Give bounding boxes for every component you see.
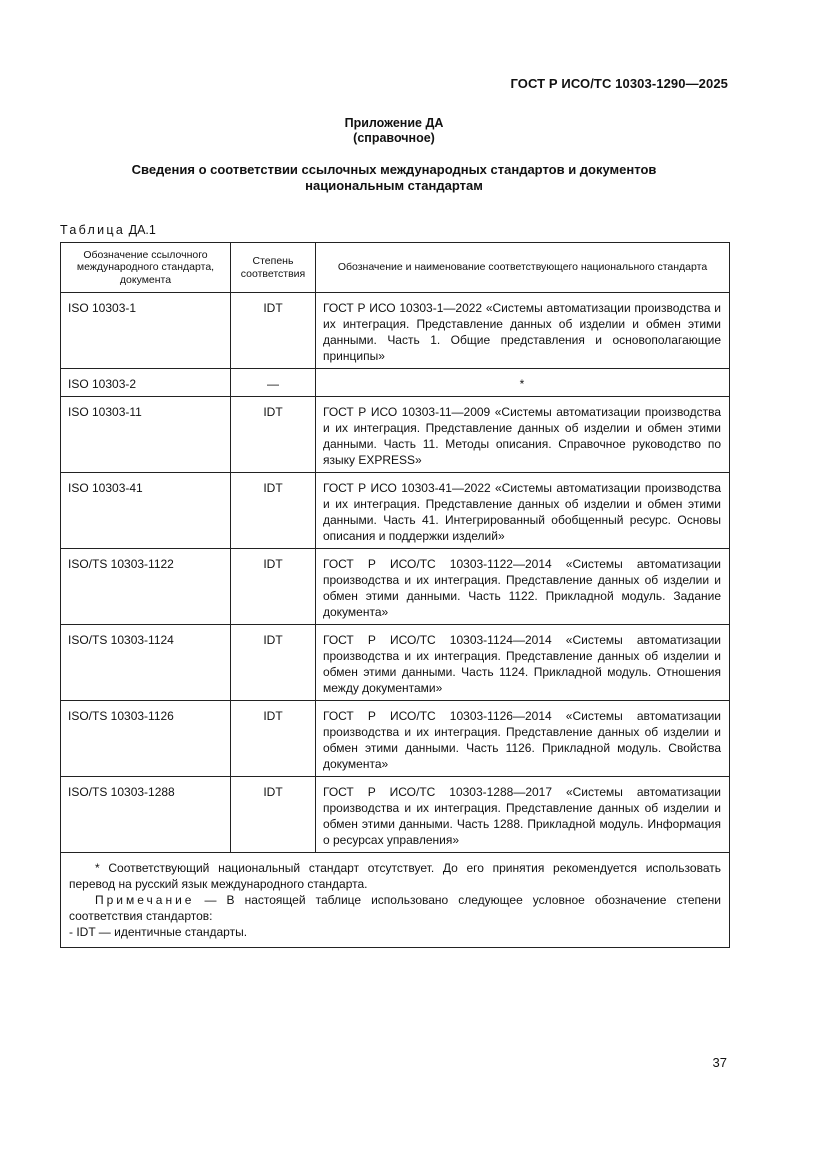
national-standard-cell: ГОСТ Р ИСО/ТС 10303-1126—2014 «Системы автоматизации производства и их интеграция. Представление данных об изделии и обмен этими данными. Часть 1126. Прикладной модуль. Свойства документа»: [316, 701, 730, 777]
national-standard-cell: *: [316, 369, 730, 397]
table-caption-word: Таблица: [60, 223, 126, 237]
intl-standard-cell: ISO/TS 10303-1288: [61, 777, 231, 853]
table-row: [61, 549, 730, 625]
national-standard-cell: ГОСТ Р ИСО/ТС 10303-1288—2017 «Системы автоматизации производства и их интеграция. Представление данных об изделии и обмен этими данными. Часть 1288. Прикладной модуль. Информация о ресурсах управления»: [316, 777, 730, 853]
appendix-subtitle: (справочное): [353, 131, 435, 145]
table-notes-row: [61, 853, 730, 948]
degree-cell: IDT: [231, 293, 316, 369]
degree-cell: IDT: [231, 777, 316, 853]
table-row: [61, 701, 730, 777]
national-standard-cell: ГОСТ Р ИСО 10303-11—2009 «Системы автоматизации производства и их интеграция. Представление данных об изделии и обмен этими данными. Часть 11. Методы описания. Справочное руководство по языку EXPRESS»: [316, 397, 730, 473]
degree-cell: —: [231, 369, 316, 397]
table-header-row: [61, 243, 730, 293]
intl-standard-cell: ISO 10303-41: [61, 473, 231, 549]
intl-standard-cell: ISO/TS 10303-1122: [61, 549, 231, 625]
degree-cell: IDT: [231, 625, 316, 701]
degree-cell: IDT: [231, 397, 316, 473]
column-header-national: Обозначение и наименование соответствующего национального стандарта: [316, 243, 730, 293]
intl-standard-cell: ISO 10303-2: [61, 369, 231, 397]
table-row: [61, 397, 730, 473]
note-label: Примечание: [95, 893, 195, 907]
appendix-heading: [0, 116, 788, 146]
national-standard-cell: ГОСТ Р ИСО 10303-1—2022 «Системы автоматизации производства и их интеграция. Представление данных об изделии и обмен этими данными. Часть 1. Общие представления и основополагающие принципы»: [316, 293, 730, 369]
section-title: [0, 162, 788, 194]
degree-cell: IDT: [231, 701, 316, 777]
table-caption: [60, 223, 156, 237]
national-standard-cell: ГОСТ Р ИСО/ТС 10303-1124—2014 «Системы автоматизации производства и их интеграция. Представление данных об изделии и обмен этими данными. Часть 1124. Прикладной модуль. Отношения между документами»: [316, 625, 730, 701]
correspondence-table: [60, 242, 730, 948]
table-row: [61, 369, 730, 397]
table-caption-id: ДА.1: [128, 223, 156, 237]
table-note: [69, 892, 721, 924]
degree-cell: IDT: [231, 549, 316, 625]
note-item: - IDT — идентичные стандарты.: [69, 925, 248, 939]
national-standard-cell: ГОСТ Р ИСО 10303-41—2022 «Системы автоматизации производства и их интеграция. Представление данных об изделии и обмен этими данными. Часть 41. Интегрированный обобщенный ресурс. Основы описания и поддержки изделий»: [316, 473, 730, 549]
intl-standard-cell: ISO 10303-11: [61, 397, 231, 473]
national-standard-cell: ГОСТ Р ИСО/ТС 10303-1122—2014 «Системы автоматизации производства и их интеграция. Представление данных об изделии и обмен этими данными. Часть 1122. Прикладной модуль. Задание документа»: [316, 549, 730, 625]
column-header-degree: Степень соответствия: [231, 243, 316, 293]
page-number: 37: [712, 1055, 727, 1070]
note-text: — В настоящей таблице использовано следующее условное обозначение степени соответствия стандартов:: [69, 893, 721, 923]
table-row: [61, 473, 730, 549]
degree-cell: IDT: [231, 473, 316, 549]
table-row: [61, 625, 730, 701]
appendix-title: Приложение ДА: [344, 116, 444, 130]
table-row: [61, 293, 730, 369]
section-title-line-1: Сведения о соответствии ссылочных международных стандартов и документов: [131, 162, 657, 177]
intl-standard-cell: ISO/TS 10303-1126: [61, 701, 231, 777]
section-title-line-2: национальным стандартам: [305, 178, 483, 193]
intl-standard-cell: ISO/TS 10303-1124: [61, 625, 231, 701]
column-header-intl: Обозначение ссылочного международного стандарта, документа: [61, 243, 231, 293]
table-row: [61, 777, 730, 853]
intl-standard-cell: ISO 10303-1: [61, 293, 231, 369]
table-footnote: * Соответствующий национальный стандарт отсутствует. До его принятия рекомендуется использовать перевод на русский язык международного стандарта.: [69, 861, 721, 891]
document-code: ГОСТ Р ИСО/ТС 10303-1290—2025: [510, 76, 728, 91]
table-notes-cell: [61, 853, 730, 948]
